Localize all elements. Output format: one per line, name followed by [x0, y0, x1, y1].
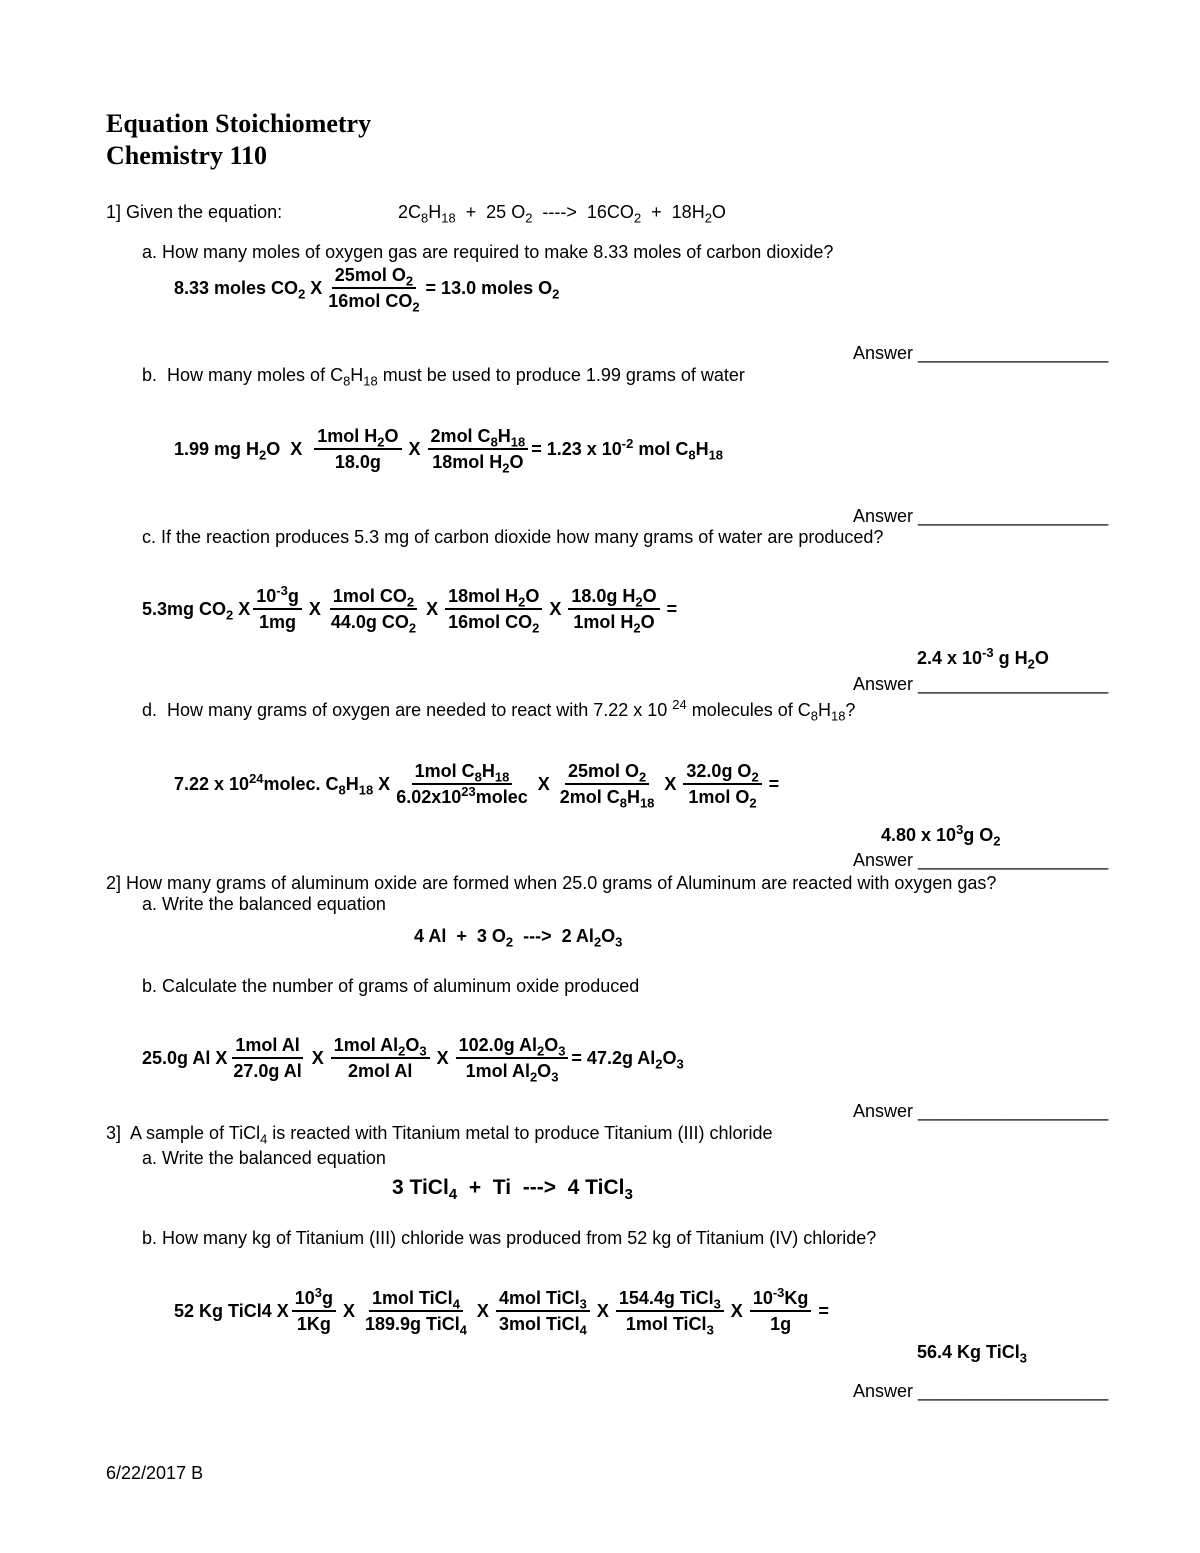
q1a-question: a. How many moles of oxygen gas are required to make 8.33 moles of carbon dioxide? — [142, 242, 834, 262]
q1a-answer-line: Answer ___________________ — [853, 343, 1109, 363]
q1c-question: c. If the reaction produces 5.3 mg of carbon dioxide how many grams of water are produced? — [142, 527, 884, 547]
q3-answer-line: Answer ___________________ — [853, 1381, 1109, 1401]
q2a-equation: 4 Al + 3 $O_2$ ---> 2 $Al_2O_3$ — [414, 926, 623, 950]
q1c-result: 2.4 x $10^{-3}$ g $H_2O$ — [917, 645, 1049, 672]
document-title: Equation Stoichiometry — [106, 109, 372, 138]
q2-question: 2] How many grams of aluminum oxide are formed when 25.0 grams of Aluminum are reacted with oxygen gas? — [106, 873, 997, 893]
q3b-result: 56.4 Kg TiCl$_3$ — [917, 1342, 1027, 1366]
q1c-work: 5.3mg $CO_2$ X $\frac{10^{-3}g}{1mg}$ X $\frac{1mol CO_2}{44.0g CO_2}$ X $\frac{18mol H_2O}{16mol CO_2}$ X $\frac{18.0g H_2O}{1mol H_2O}$ = — [142, 583, 678, 636]
q2-answer-line: Answer ___________________ — [853, 1101, 1109, 1121]
q1-equation: $2C_8H_{18} + 25$ $O_2$ ----> $16CO_2 + 18H_2O$ — [398, 202, 726, 226]
q1a-work: 8.33 moles $CO_2$ X $\frac{25mol O_2}{16mol CO_2}$ = 13.0 moles $O_2$ — [174, 265, 560, 315]
q2b-question: b. Calculate the number of grams of aluminum oxide produced — [142, 976, 640, 996]
q1-intro: 1] Given the equation: — [106, 202, 283, 222]
q1d-work: 7.22 x $10^{24}molec$. $C_8H_{18}$ X $\frac{1mol C_8H_{18}}{6.02x10^{23}molec}$ X $\frac{25mol O_2}{2mol C_8H_{18}}$ X $\frac{32.0g O_2}{1mol O_2}$ = — [174, 761, 780, 811]
q1b-work: 1.99 mg $H_2O$ X $\frac{1mol H_2O}{18.0g}$ X $\frac{2mol C_8H_{18}}{18mol H_2O}$ = 1.23 x $10^{-2}$ mol $C_8H_{18}$ — [174, 426, 723, 476]
q3a-question: a. Write the balanced equation — [142, 1148, 386, 1168]
q1d-answer-line: Answer ___________________ — [853, 850, 1109, 870]
q3-question: 3] A sample of TiCl$_4$ is reacted with Titanium metal to produce Titanium (III) chloride — [106, 1123, 773, 1147]
q1d-question: d. How many grams of oxygen are needed to react with 7.22 x 10 $^{24}$ molecules of $C_8H_{18}$? — [142, 697, 856, 724]
q2b-work: 25.0g Al X $\frac{\text{1mol Al}}{\text{27.0g Al}}$ X $\frac{1mol Al_2O_3}{\text{2mol Al}}$ X $\frac{102.0g Al_2O_3}{1mol Al_2O_3}$ = 47.2g $Al_2O_3$ — [142, 1035, 684, 1085]
footer-date: 6/22/2017 B — [106, 1463, 204, 1483]
q3a-equation: 3 TiCl$_4$ + Ti ---> 4 TiCl$_3$ — [392, 1176, 633, 1204]
q3b-work: 52 Kg TiCl4 X $\frac{10^3g}{1Kg}$ X $\frac{1mol TiCl_4}{189.9g TiCl_4}$ X $\frac{4mol TiCl_3}{3mol TiCl_4}$ X $\frac{154.4g TiCl_3}{1mol TiCl_3}$ X $\frac{10^{-3}Kg}{1g}$ = — [174, 1285, 829, 1338]
q1d-result: 4.80 x $10^3g$ $O_2$ — [881, 822, 1001, 849]
q3b-question: b. How many kg of Titanium (III) chloride was produced from 52 kg of Titanium (IV) chloride? — [142, 1228, 877, 1248]
course-title: Chemistry 110 — [106, 141, 268, 170]
q2a-question: a. Write the balanced equation — [142, 894, 386, 914]
q1c-answer-line: Answer ___________________ — [853, 674, 1109, 694]
q1b-answer-line: Answer ___________________ — [853, 506, 1109, 526]
q1b-question: b. How many moles of $C_8H_{18}$ must be used to produce 1.99 grams of water — [142, 365, 745, 389]
